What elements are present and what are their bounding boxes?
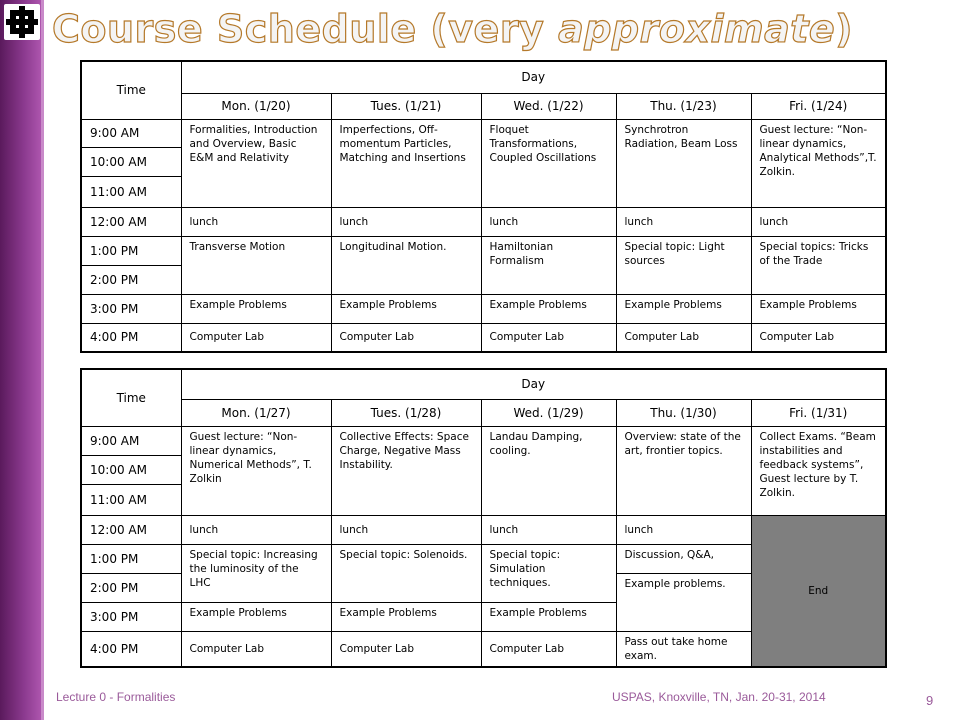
- session-cell: Overview: state of the art, frontier topics.: [616, 426, 751, 515]
- time-cell: 1:00 PM: [81, 236, 181, 265]
- day-column-header: Thu. (1/23): [616, 93, 751, 119]
- time-cell: 4:00 PM: [81, 631, 181, 667]
- session-cell: Landau Damping, cooling.: [481, 426, 616, 515]
- time-cell: 4:00 PM: [81, 323, 181, 352]
- day-header: Day: [181, 61, 886, 93]
- lunch-cell: lunch: [331, 515, 481, 544]
- session-cell: Synchrotron Radiation, Beam Loss: [616, 119, 751, 207]
- session-cell: Computer Lab: [751, 323, 886, 352]
- day-column-header: Fri. (1/31): [751, 399, 886, 426]
- time-header: Time: [81, 369, 181, 426]
- session-cell: Special topic: Increasing the luminosity of the LHC: [181, 544, 331, 602]
- session-cell: Longitudinal Motion.: [331, 236, 481, 294]
- day-header: Day: [181, 369, 886, 399]
- time-cell: 12:00 AM: [81, 515, 181, 544]
- lunch-cell: lunch: [751, 207, 886, 236]
- lunch-cell: lunch: [331, 207, 481, 236]
- session-cell: Example Problems: [331, 294, 481, 323]
- time-cell: 2:00 PM: [81, 573, 181, 602]
- session-cell: Special topic: Simulation techniques.: [481, 544, 616, 602]
- session-cell: Example problems.: [616, 573, 751, 631]
- session-cell: Guest lecture: “Non-linear dynamics, Analytical Methods”,T. Zolkin.: [751, 119, 886, 207]
- session-cell: Imperfections, Off-momentum Particles, Matching and Insertions: [331, 119, 481, 207]
- slide-title: Course Schedule (very approximate): [52, 7, 854, 51]
- day-column-header: Fri. (1/24): [751, 93, 886, 119]
- session-cell: Example Problems: [481, 602, 616, 631]
- time-cell: 1:00 PM: [81, 544, 181, 573]
- day-column-header: Mon. (1/27): [181, 399, 331, 426]
- day-column-header: Wed. (1/29): [481, 399, 616, 426]
- session-cell: Pass out take home exam.: [616, 631, 751, 667]
- session-cell: Computer Lab: [181, 323, 331, 352]
- day-column-header: Mon. (1/20): [181, 93, 331, 119]
- lunch-cell: lunch: [616, 515, 751, 544]
- session-cell: Special topics: Tricks of the Trade: [751, 236, 886, 294]
- time-cell: 10:00 AM: [81, 455, 181, 484]
- session-cell: Computer Lab: [481, 323, 616, 352]
- session-cell: Transverse Motion: [181, 236, 331, 294]
- session-cell: Floquet Transformations, Coupled Oscillations: [481, 119, 616, 207]
- lunch-cell: lunch: [616, 207, 751, 236]
- time-cell: 9:00 AM: [81, 119, 181, 147]
- session-cell: Discussion, Q&A,: [616, 544, 751, 573]
- session-cell: Example Problems: [181, 602, 331, 631]
- session-cell: Guest lecture: “Non-linear dynamics, Numerical Methods”, T. Zolkin: [181, 426, 331, 515]
- schedule-table-week1: [80, 60, 887, 353]
- time-cell: 3:00 PM: [81, 294, 181, 323]
- session-cell: Example Problems: [616, 294, 751, 323]
- session-cell: Computer Lab: [616, 323, 751, 352]
- session-cell: Example Problems: [181, 294, 331, 323]
- time-cell: 9:00 AM: [81, 426, 181, 455]
- day-column-header: Tues. (1/28): [331, 399, 481, 426]
- session-cell: Example Problems: [331, 602, 481, 631]
- sidebar-strip: [0, 0, 44, 720]
- session-cell: Hamiltonian Formalism: [481, 236, 616, 294]
- session-cell: Collect Exams. “Beam instabilities and feedback systems”, Guest lecture by T. Zolkin.: [751, 426, 886, 515]
- session-cell: Computer Lab: [181, 631, 331, 667]
- session-cell: Computer Lab: [331, 323, 481, 352]
- time-cell: 11:00 AM: [81, 484, 181, 515]
- lunch-cell: lunch: [481, 207, 616, 236]
- footer-lecture: Lecture 0 - Formalities: [56, 690, 176, 704]
- session-cell: Computer Lab: [481, 631, 616, 667]
- session-cell: Example Problems: [481, 294, 616, 323]
- time-cell: 11:00 AM: [81, 176, 181, 207]
- schedule-table-week2: [80, 368, 887, 668]
- lunch-cell: lunch: [481, 515, 616, 544]
- day-column-header: Tues. (1/21): [331, 93, 481, 119]
- session-cell: Collective Effects: Space Charge, Negative Mass Instability.: [331, 426, 481, 515]
- session-cell: Formalities, Introduction and Overview, Basic E&M and Relativity: [181, 119, 331, 207]
- session-cell: Computer Lab: [331, 631, 481, 667]
- time-header: Time: [81, 61, 181, 119]
- day-column-header: Wed. (1/22): [481, 93, 616, 119]
- time-cell: 10:00 AM: [81, 147, 181, 176]
- session-cell: Special topic: Light sources: [616, 236, 751, 294]
- lunch-cell: lunch: [181, 207, 331, 236]
- session-cell: Example Problems: [751, 294, 886, 323]
- fermilab-logo-icon: [4, 4, 40, 40]
- time-cell: 12:00 AM: [81, 207, 181, 236]
- time-cell: 2:00 PM: [81, 265, 181, 294]
- time-cell: 3:00 PM: [81, 602, 181, 631]
- lunch-cell: lunch: [181, 515, 331, 544]
- footer-venue: USPAS, Knoxville, TN, Jan. 20-31, 2014: [612, 690, 826, 704]
- day-column-header: Thu. (1/30): [616, 399, 751, 426]
- session-cell: Special topic: Solenoids.: [331, 544, 481, 602]
- end-cell: End: [751, 515, 886, 667]
- page-number: 9: [926, 693, 934, 708]
